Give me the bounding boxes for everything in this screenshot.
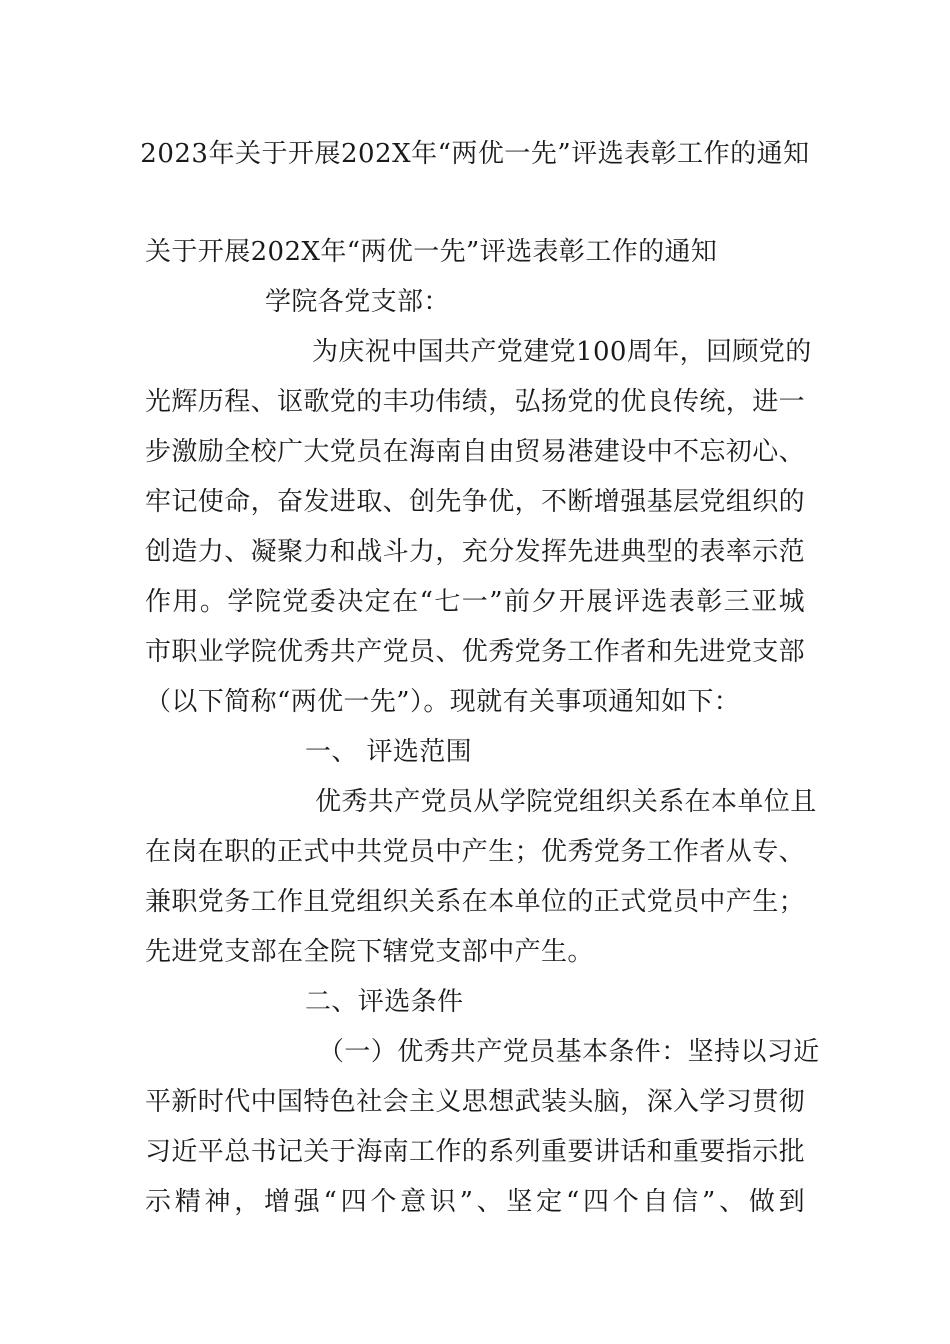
paragraph-line: 先进党支部在全院下辖党支部中产生。 <box>145 937 594 967</box>
paragraph-line: 习近平总书记关于海南工作的系列重要讲话和重要指示批 <box>145 1137 806 1167</box>
salutation: 学院各党支部： <box>265 287 450 317</box>
paragraph-line: 为庆祝中国共产党建党100周年，回顾党的 <box>312 337 812 367</box>
section-heading: 二、评选条件 <box>305 987 464 1017</box>
paragraph-line: （以下简称“两优一先”）。现就有关事项通知如下： <box>145 687 741 717</box>
paragraph-line: 创造力、凝聚力和战斗力，充分发挥先进典型的表率示范 <box>145 537 806 567</box>
paragraph-line: 光辉历程、讴歌党的丰功伟绩，弘扬党的优良传统，进一 <box>145 387 806 417</box>
document-title: 2023年关于开展202X年“两优一先”评选表彰工作的通知 <box>140 139 810 169</box>
paragraph-line: 兼职党务工作且党组织关系在本单位的正式党员中产生； <box>145 887 806 917</box>
paragraph-line: 牢记使命，奋发进取、创先争优，不断增强基层党组织的 <box>145 487 806 517</box>
paragraph-line: 作用。学院党委决定在“七一”前夕开展评选表彰三亚城 <box>145 587 805 617</box>
paragraph-line: （一）优秀共产党员基本条件：坚持以习近 <box>318 1037 820 1067</box>
paragraph-line: 优秀共产党员从学院党组织关系在本单位且 <box>315 787 817 817</box>
section-heading: 一、 评选范围 <box>305 737 473 767</box>
paragraph-line: 在岗在职的正式中共党员中产生；优秀党务工作者从专、 <box>145 837 806 867</box>
paragraph-line: 市职业学院优秀共产党员、优秀党务工作者和先进党支部 <box>145 637 806 667</box>
paragraph-line: 示精神，增强“四个意识”、坚定“四个自信”、做到 <box>145 1187 805 1217</box>
document-subtitle: 关于开展202X年“两优一先”评选表彰工作的通知 <box>145 237 718 267</box>
paragraph-line: 步激励全校广大党员在海南自由贸易港建设中不忘初心、 <box>145 437 806 467</box>
paragraph-line: 平新时代中国特色社会主义思想武装头脑，深入学习贯彻 <box>145 1087 806 1117</box>
